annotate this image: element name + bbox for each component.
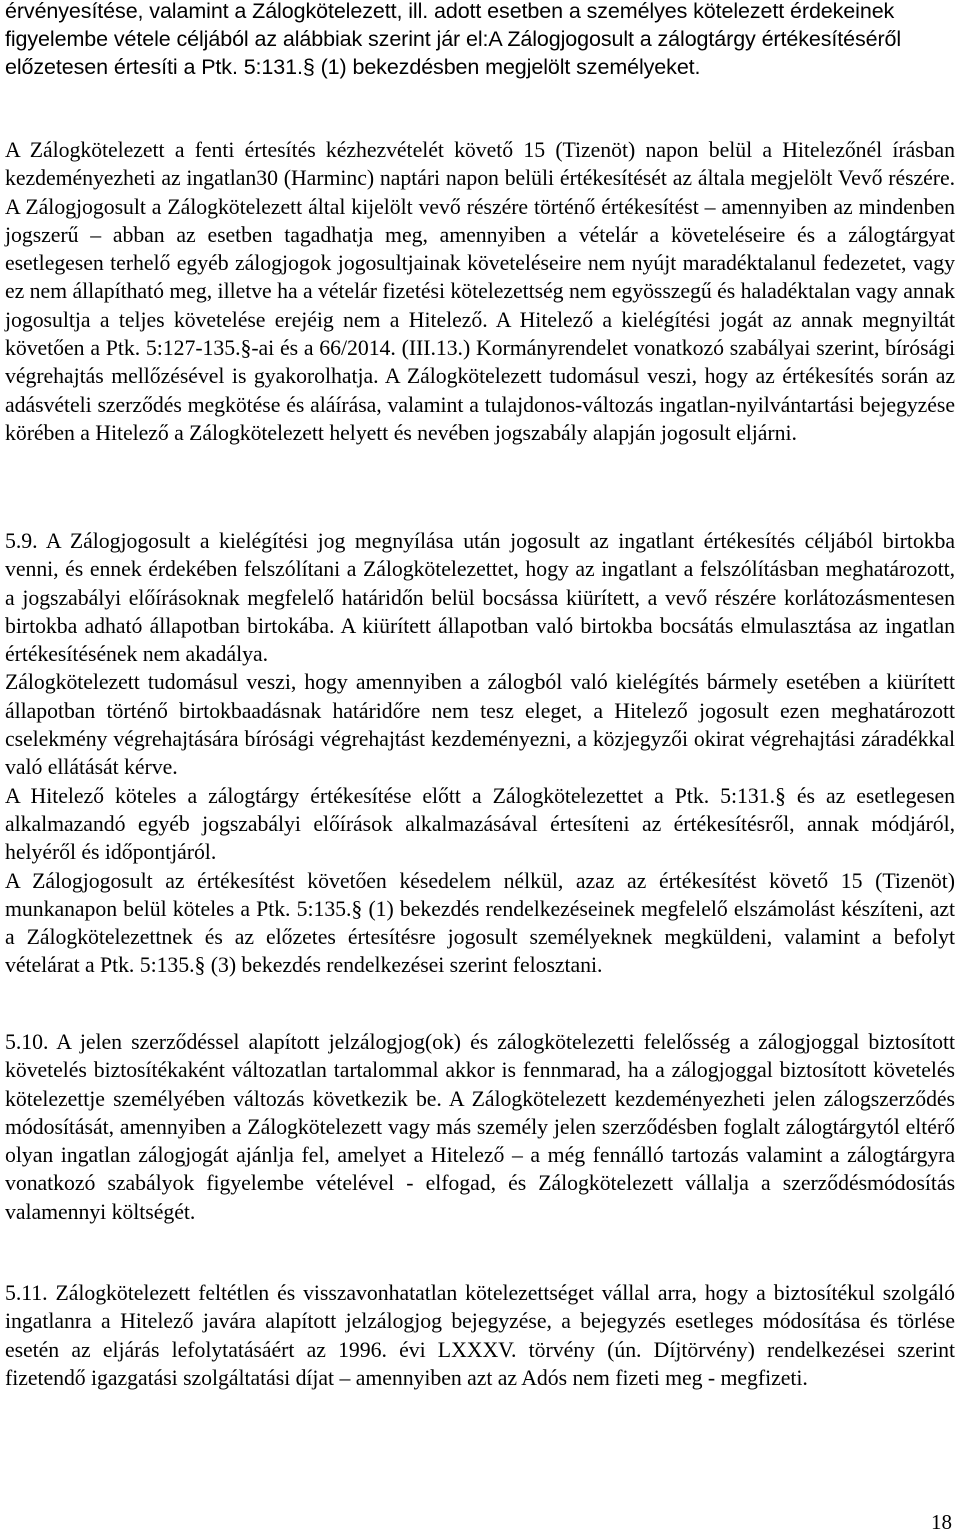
paragraph-line: A Zálogjogosult az értékesítést követően késedelem nélkül, azaz az értékesítést követő 15 (Tizenöt) munkanapon belül köteles a Ptk. 5:135.§ (1) bekezdés rendelkezéseinek megfelelő elszámolást készíteni, azt a Zálogkötelezettnek és az előzetes értesítésre jogosult személyeknek megküldeni, valamint a befolyt vételárat a Ptk. 5:135.§ (3) bekezdés rendelkezései szerint felosztani. bbox=[5, 868, 955, 978]
paragraph-line: érvényesítése, valamint a Zálogkötelezett, ill. adott esetben a személyes kötelezett érdekeinek figyelembe vétele céljából az alábbiak szerint jár el: bbox=[5, 0, 895, 51]
section-5-9 bbox=[5, 527, 955, 980]
page-number: 18 bbox=[931, 1510, 952, 1534]
paragraph-text bbox=[5, 527, 955, 980]
paragraph-text: 5.11. Zálogkötelezett feltétlen és visszavonhatatlan kötelezettséget vállal arra, hogy a biztosítékul szolgáló ingatlanra a Hitelező javára alapított jelzálogjog bejegyzése, a bejegyzés esetleges módosítása és törlése esetén az eljárás lefolytatásáért az 1996. évi LXXXV. törvény (ún. Díjtörvény) rendelkezései szerint fizetendő igazgatási szolgáltatási díjat – amennyiben azt az Adós nem fizeti meg - megfizeti. bbox=[5, 1281, 955, 1390]
paragraph-line: 5.9. A Zálogjogosult a kielégítési jog megnyílása után jogosult az ingatlant értékesítés céljából birtokba venni, és ennek érdekében felszólítani a Zálogkötelezettet, hogy az ingatlant a felszólításban meghatározott, a jogszabályi előírásoknak megfelelő határidőn belül bocsássa kiürített, a vevő részére korlátozásmentesen birtokba adható állapotban birtokába. A kiürített állapotban való birtokba bocsátás elmulasztása az ingatlan értékesítésének nem akadálya. bbox=[5, 529, 955, 667]
paragraph-notification bbox=[5, 136, 955, 447]
paragraph-text: A Zálogkötelezett a fenti értesítés kézhezvételét követő 15 (Tizenöt) napon belül a Hitelezőnél írásban kezdeményezheti az ingatlan30 (Harminc) naptári napon belüli értékesítését az általa megjelölt Vevő részére. A Zálogjogosult a Zálogkötelezett által kijelölt vevő részére történő értékesítést – amennyiben az mindenben jogszerű – abban az esetben tagadhatja meg, amennyiben a vételár a követeléseire és a zálogtárgyat esetlegesen terhelő egyéb zálogjogok jogosultjainak követeléseire nem nyújt maradéktalanul fedezetet, vagy ez nem állapítható meg, illetve ha a vételár fizetési kötelezettség nem egyösszegű és haladéktalan vagy annak jogosultja a teljes követelése erejéig nem a Hitelező. A Hitelező a kielégítési jogát az annak megnyiltát követően a Ptk. 5:127-135.§-ai és a 66/2014. (III.13.) Kormányrendelet vonatkozó szabályai szerint, bírósági végrehajtás mellőzésével is gyakorolhatja. A Zálogkötelezett tudomásul veszi, hogy az értékesítés során az adásvételi szerződés megkötése és aláírása, valamint a tulajdonos-változás ingatlan-nyilvántartási bejegyzése körében a Hitelező a Zálogkötelezett helyett és nevében jogszabály alapján jogosult eljárni. bbox=[5, 138, 955, 445]
section-5-11 bbox=[5, 1279, 955, 1392]
paragraph-text: 5.10. A jelen szerződéssel alapított jelzálogjog(ok) és zálogkötelezetti felelősség a zálogjoggal biztosított követelés biztosítékaként változatlan tartalommal akkor is fennmarad, ha a zálogjoggal biztosított követelés kötelezettje személyében változás következik be. A Zálogkötelezett kezdeményezheti jelen zálogszerződés módosítását, amennyiben a Zálogkötelezett vagy más személy jelen szerződésben foglalt zálogtárgytól eltérő olyan ingatlan zálogjogát ajánlja fel, amelyet a Hitelező – a még fennálló tartozás valamint a zálogtárgyra vonatkozó szabályok figyelembe vételével - elfogad, és Zálogkötelezett vállalja a szerződésmódosítás valamennyi költségét. bbox=[5, 1030, 955, 1224]
paragraph-line: A Hitelező köteles a zálogtárgy értékesítése előtt a Zálogkötelezettet a Ptk. 5:131.§ és az esetlegesen alkalmazandó egyéb jogszabályi előírások alkalmazásával értesíteni az értékesítésről, annak módjáról, helyéről és időpontjáról. bbox=[5, 783, 955, 865]
paragraph-line: A Zálogjogosult a zálogtárgy értékesítéséről előzetesen értesíti a Ptk. 5:131.§ (1) bekezdésben megjelölt személyeket. bbox=[5, 27, 902, 79]
paragraph-text bbox=[5, 0, 901, 79]
paragraph-line: Zálogkötelezett tudomásul veszi, hogy amennyiben a zálogból való kielégítés bármely esetében a kiürített állapotban történő birtokbaadásnak határidőre nem tesz eleget, a Hitelező jogosult ezen meghatározott cselekmény végrehajtására bírósági végrehajtást kezdeményezni, a közjegyzői okirat végrehajtási záradékkal való ellátását kérve. bbox=[5, 670, 955, 780]
section-5-10 bbox=[5, 1028, 955, 1226]
intro-paragraph bbox=[5, 0, 955, 81]
